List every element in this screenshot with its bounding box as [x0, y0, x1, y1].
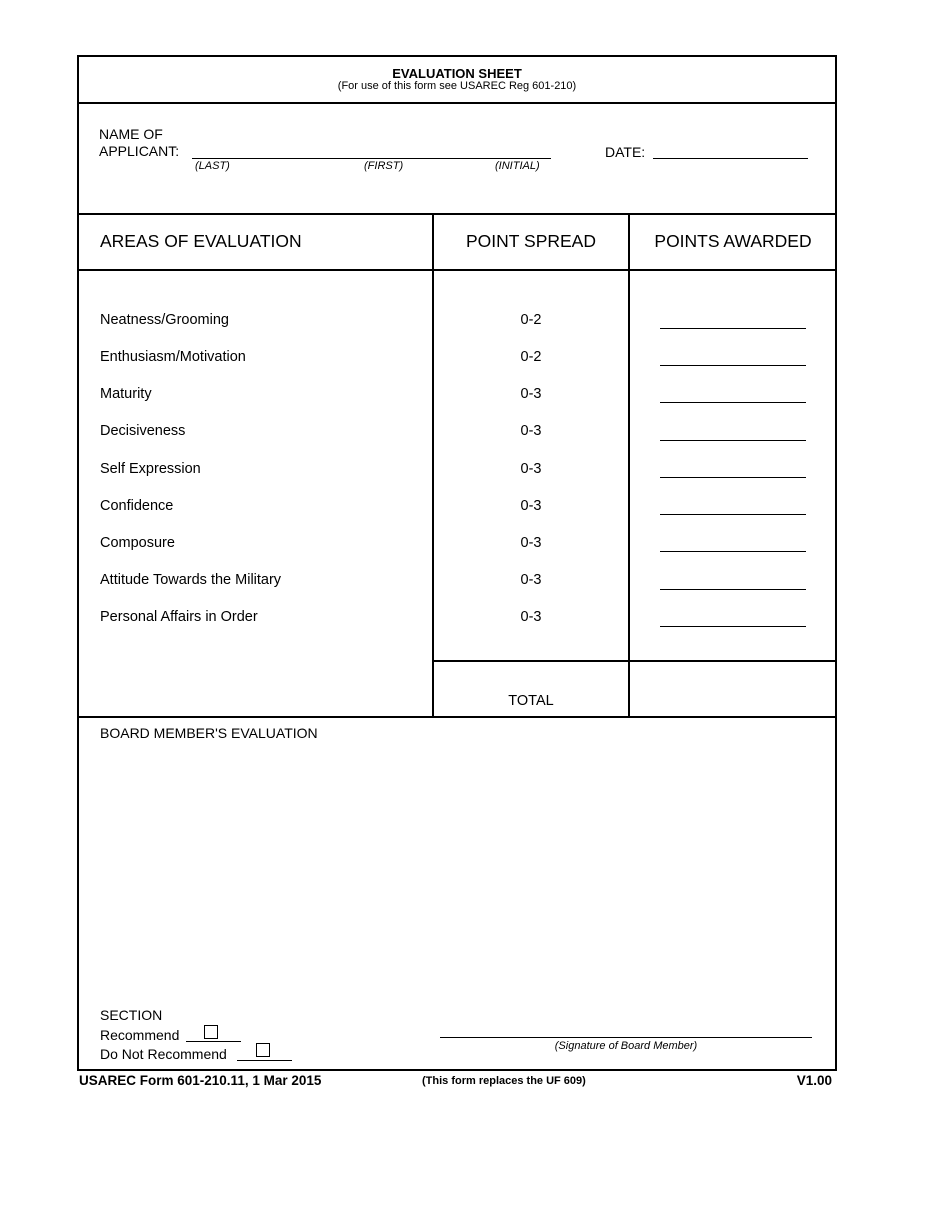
first-name-caption: (FIRST): [364, 160, 404, 172]
signature-field[interactable]: [440, 1037, 812, 1038]
points-awarded-field[interactable]: [660, 514, 806, 515]
applicant-name-field[interactable]: [192, 158, 551, 159]
section-label: SECTION: [100, 1007, 163, 1023]
points-awarded-field[interactable]: [660, 440, 806, 441]
point-spread: 0-3: [520, 609, 542, 625]
table-header-divider: [77, 269, 837, 271]
points-awarded-field[interactable]: [660, 477, 806, 478]
date-field[interactable]: [653, 158, 808, 159]
signature-caption: (Signature of Board Member): [554, 1040, 698, 1052]
points-awarded-field[interactable]: [660, 402, 806, 403]
col-header-awarded: POINTS AWARDED: [654, 231, 812, 251]
point-spread: 0-3: [520, 498, 542, 514]
footer-form-id: USAREC Form 601-210.11, 1 Mar 2015: [79, 1073, 322, 1088]
point-spread: 0-2: [520, 349, 542, 365]
name-label-line2: APPLICANT:: [99, 143, 180, 159]
area-label: Composure: [100, 535, 175, 551]
points-awarded-field[interactable]: [660, 589, 806, 590]
area-label: Maturity: [100, 386, 152, 402]
area-label: Enthusiasm/Motivation: [100, 349, 246, 365]
not-recommend-checkbox[interactable]: [256, 1043, 270, 1057]
area-label: Confidence: [100, 498, 174, 514]
board-evaluation-area[interactable]: [100, 745, 820, 995]
area-label: Self Expression: [100, 461, 201, 477]
date-label: DATE:: [605, 144, 646, 160]
total-label: TOTAL: [508, 693, 554, 709]
footer-replaces: (This form replaces the UF 609): [422, 1075, 586, 1087]
form-subtitle: (For use of this form see USAREC Reg 601-210): [337, 80, 577, 92]
total-divider: [432, 660, 837, 662]
point-spread: 0-3: [520, 461, 542, 477]
points-awarded-field[interactable]: [660, 365, 806, 366]
form-title: EVALUATION SHEET: [392, 66, 522, 81]
footer-version: V1.00: [796, 1073, 832, 1088]
board-evaluation-title: BOARD MEMBER'S EVALUATION: [100, 725, 318, 741]
initial-caption: (INITIAL): [495, 160, 540, 172]
point-spread: 0-2: [520, 312, 542, 328]
recommend-checkbox[interactable]: [204, 1025, 218, 1039]
area-label: Attitude Towards the Military: [100, 572, 282, 588]
area-label: Neatness/Grooming: [100, 312, 229, 328]
point-spread: 0-3: [520, 423, 542, 439]
header-divider: [77, 102, 837, 104]
name-label-line1: NAME OF: [99, 126, 163, 142]
point-spread: 0-3: [520, 572, 542, 588]
recommend-label: Recommend: [100, 1027, 180, 1043]
points-awarded-field[interactable]: [660, 551, 806, 552]
col-header-spread: POINT SPREAD: [466, 231, 596, 251]
col-header-areas: AREAS OF EVALUATION: [100, 231, 302, 251]
last-name-caption: (LAST): [195, 160, 230, 172]
applicant-divider: [77, 213, 837, 215]
points-awarded-field[interactable]: [660, 328, 806, 329]
table-bottom-divider: [77, 716, 837, 718]
point-spread: 0-3: [520, 386, 542, 402]
recommend-underline: [186, 1041, 241, 1042]
point-spread: 0-3: [520, 535, 542, 551]
area-label: Decisiveness: [100, 423, 186, 439]
area-label: Personal Affairs in Order: [100, 609, 258, 625]
points-awarded-field[interactable]: [660, 626, 806, 627]
total-points-field[interactable]: [632, 664, 834, 714]
not-recommend-label: Do Not Recommend: [100, 1046, 227, 1062]
not-recommend-underline: [237, 1060, 292, 1061]
